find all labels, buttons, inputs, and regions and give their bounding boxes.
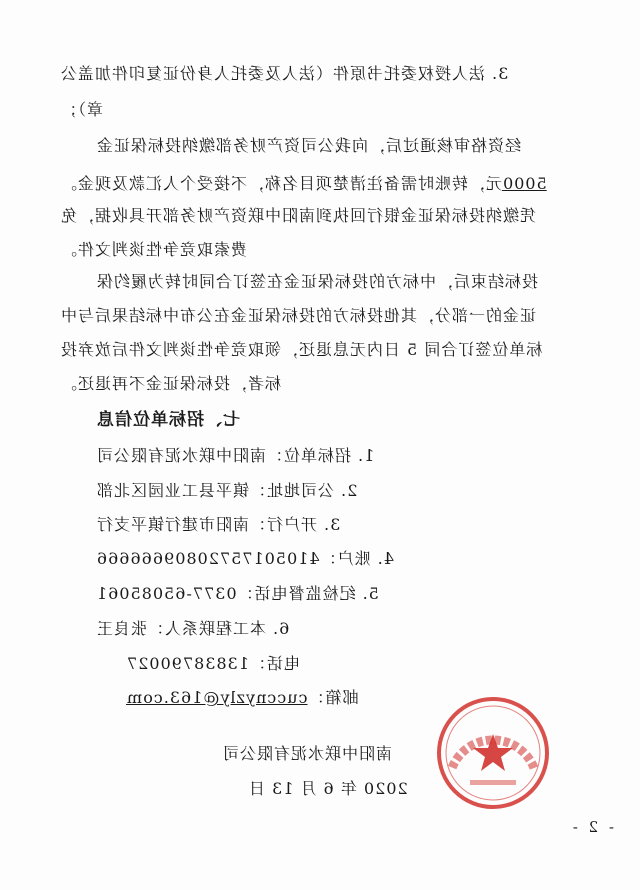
body-line-10: 标者，投标保证金不再退还。 — [60, 374, 282, 393]
amount: 5000 — [502, 174, 547, 193]
info-item-5: 5. 纪检监督电话：0377-65085061 — [96, 584, 379, 603]
page-number: - 2 - — [569, 818, 614, 836]
signature-company: 南阳中联水泥有限公司 — [222, 744, 393, 763]
signature-date: 2020 年 6 月 13 日 — [248, 779, 408, 798]
email-label: 邮箱： — [307, 688, 359, 707]
info-item-4: 4. 账户：41050175720809666666 — [96, 549, 394, 568]
body-line-7: 投标结束后，中标方的投标保证金在签订合同时转为履约保 — [96, 272, 539, 291]
body-line-6: 费索取竞争性谈判文件。 — [60, 240, 248, 259]
email-address[interactable]: cuccnyzly@163.com — [126, 688, 308, 707]
body-line-8: 证金的一部分，其他投标方的投标保证金在公布中标结果后与中 — [60, 306, 537, 325]
body-line-4-text: 元，转账时需备注清楚项目名称，不接受个人汇款及现金。 — [60, 174, 503, 193]
body-line-4 — [60, 174, 547, 194]
body-line-3: 经资格审核通过后，向我公司资产财务部缴纳投标保证金 — [96, 136, 522, 155]
body-line-9: 标单位签订合同 5 日内无息退还，领取竞争性谈判文件后放弃投 — [60, 340, 543, 359]
body-line-2: 章）； — [60, 100, 104, 119]
info-item-6: 6. 本工程联系人：张良王 — [96, 619, 290, 638]
contact-phone: 电话：13838790027 — [126, 654, 300, 673]
info-item-2: 2. 公司地址：镇平县工业园区北部 — [96, 481, 358, 500]
section-title: 七、招标单位信息 — [96, 410, 240, 430]
body-line-1: 3. 法人授权委托书原件（法人及委托人身份证复印件加盖公 — [60, 64, 509, 83]
company-seal — [434, 694, 552, 812]
info-item-1: 1. 招标单位：南阳中联水泥有限公司 — [96, 446, 375, 465]
body-line-5: 凭缴纳投标保证金银行回执到南阳中联资产财务部开具收据，免 — [60, 206, 537, 225]
info-item-3: 3. 开户行：南阳市建行镇平支行 — [96, 515, 341, 534]
contact-email — [126, 688, 359, 708]
